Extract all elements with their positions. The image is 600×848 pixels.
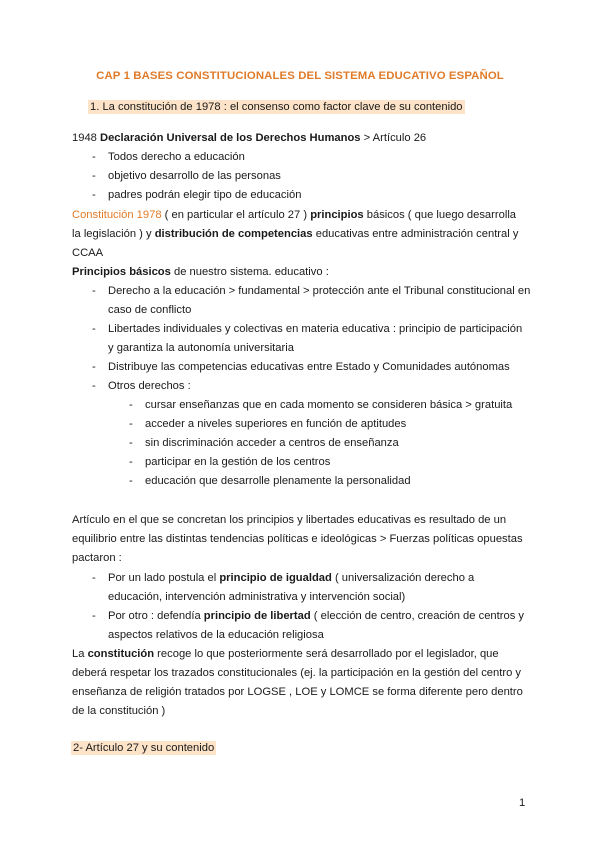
dash: -	[129, 437, 133, 449]
dash: -	[92, 361, 96, 373]
list-item: Todos derecho a educación	[108, 151, 245, 163]
list-item-continuation: y garantiza la autonomía universitaria	[108, 342, 294, 354]
list-item-continuation: educación, intervención administrativa y intervención social)	[108, 591, 406, 603]
sub-list-item: participar en la gestión de los centros	[145, 456, 331, 468]
sub-list-item: cursar enseñanzas que en cada momento se consideren básica > gratuita	[145, 399, 513, 411]
dash: -	[92, 380, 96, 392]
sub-list-item: educación que desarrolle plenamente la personalidad	[145, 475, 411, 487]
list-item-continuation: caso de conflicto	[108, 304, 192, 316]
dash: -	[92, 610, 96, 622]
paragraph-line: enseñanza de religión tratados por LOGSE , LOE y LOMCE se forma diferente pero dentro	[72, 686, 523, 698]
declaration-line: 1948 Declaración Universal de los Derechos Humanos > Artículo 26	[72, 132, 427, 144]
section-heading-2: 2- Artículo 27 y su contenido	[73, 742, 215, 754]
dash: -	[129, 418, 133, 430]
list-item: objetivo desarrollo de las personas	[108, 170, 281, 182]
dash: -	[92, 285, 96, 297]
constitution-line-1: Constitución 1978 ( en particular el artículo 27 ) principios básicos ( que luego desarrolla	[72, 209, 517, 221]
list-item: Libertades individuales y colectivas en materia educativa : principio de participación	[108, 323, 523, 335]
list-item: padres podrán elegir tipo de educación	[108, 189, 302, 201]
principios-heading: Principios básicos de nuestro sistema. educativo :	[72, 266, 329, 278]
paragraph-line: Artículo en el que se concretan los principios y libertades educativas es resultado de un	[72, 514, 507, 526]
list-item: Otros derechos :	[108, 380, 191, 392]
section-heading-1: 1. La constitución de 1978 : el consenso como factor clave de su contenido	[90, 101, 463, 113]
list-item-continuation: aspectos relativos de la educación religiosa	[108, 629, 324, 641]
list-item: Por otro : defendía principio de libertad ( elección de centro, creación de centros y	[108, 610, 524, 622]
page-number: 1	[519, 797, 526, 809]
list-item: Derecho a la educación > fundamental > protección ante el Tribunal constitucional en	[108, 285, 531, 297]
list-item: Por un lado postula el principio de igualdad ( universalización derecho a	[108, 572, 475, 584]
dash: -	[129, 475, 133, 487]
constitution-line-3: CCAA	[72, 247, 104, 259]
list-item: Distribuye las competencias educativas entre Estado y Comunidades autónomas	[108, 361, 510, 373]
paragraph-line: de la constitución )	[72, 705, 166, 717]
dash: -	[129, 456, 133, 468]
paragraph-line: equilibrio entre las distintas tendencias políticas e ideológicas > Fuerzas políticas opuestas	[72, 533, 523, 545]
dash: -	[92, 151, 96, 163]
page-title: CAP 1 BASES CONSTITUCIONALES DEL SISTEMA EDUCATIVO ESPAÑOL	[96, 70, 504, 82]
dash: -	[92, 323, 96, 335]
paragraph-line: La constitución recoge lo que posteriormente será desarrollado por el legislador, que	[72, 648, 499, 660]
dash: -	[92, 572, 96, 584]
sub-list-item: sin discriminación acceder a centros de enseñanza	[145, 437, 399, 449]
dash: -	[129, 399, 133, 411]
paragraph-line: pactaron :	[72, 552, 122, 564]
dash: -	[92, 170, 96, 182]
paragraph-line: deberá respetar los trazados constitucionales (ej. la participación en la gestión del centro y	[72, 667, 521, 679]
constitution-line-2: la legislación ) y distribución de competencias educativas entre administración central y	[72, 228, 519, 240]
sub-list-item: acceder a niveles superiores en función de aptitudes	[145, 418, 407, 430]
dash: -	[92, 189, 96, 201]
